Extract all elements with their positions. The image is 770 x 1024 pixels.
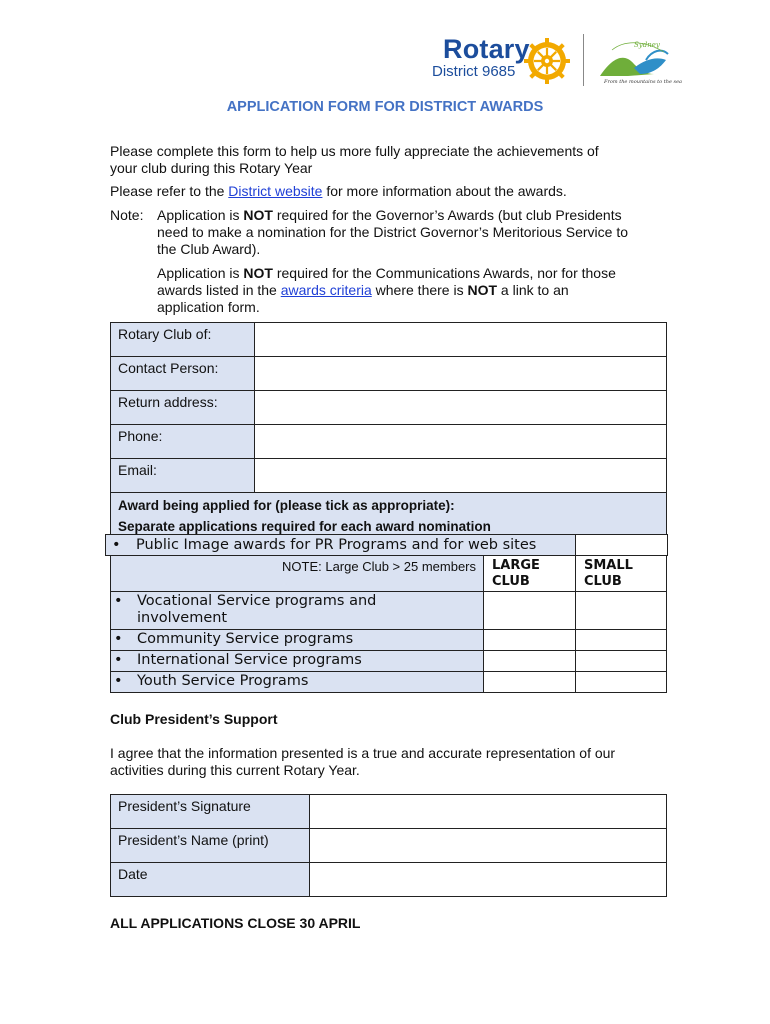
note-line-3: the Club Award). [157,241,261,257]
field-label-return-address: Return address: [110,390,255,425]
district-logo-tagline: From the mountains to the sea [604,79,683,85]
awards-criteria-link[interactable]: awards criteria [280,282,372,298]
award-vocational-service: • Vocational Service programs and involvement [110,591,484,630]
community-large-tick-box[interactable] [483,629,576,651]
refer-line: Please refer to the District website for more information about the awards. [110,183,567,199]
youth-small-tick-box[interactable] [575,671,667,693]
awards-heading-line-2: Separate applications required for each award nomination [118,519,491,534]
field-label-contact-person: Contact Person: [110,356,255,391]
date-input[interactable] [309,862,667,897]
contact-person-input[interactable] [254,356,667,391]
note-line-2: need to make a nomination for the District Governor’s Meritorious Service to [157,224,629,240]
note-label: Note: [110,207,144,223]
awards-heading-line-1: Award being applied for (please tick as appropriate): [118,498,455,513]
district-website-link[interactable]: District website [228,183,323,199]
public-image-award: • Public Image awards for PR Programs and for web sites [105,534,576,556]
form-title: APPLICATION FORM FOR DISTRICT AWARDS [226,99,544,115]
rotary-wheel-icon [523,37,571,85]
field-label-email: Email: [110,458,255,493]
support-text-line-2: activities during this current Rotary Year. [110,762,360,778]
vocational-small-tick-box[interactable] [575,591,667,630]
note-line-6: application form. [157,299,260,315]
large-club-column-header: LARGE CLUB [483,555,576,592]
field-label-president-name: President’s Name (print) [110,828,310,863]
phone-input[interactable] [254,424,667,459]
award-community-service: • Community Service programs [110,629,484,651]
award-youth-service: • Youth Service Programs [110,671,484,693]
intro-line-1: Please complete this form to help us more fully appreciate the achievements of [110,143,599,159]
district-9685-logo [594,38,683,86]
vocational-large-tick-box[interactable] [483,591,576,630]
support-text-line-1: I agree that the information presented is a true and accurate representation of our [110,745,616,761]
district-number: District 9685 [432,63,516,80]
president-name-input[interactable] [309,828,667,863]
international-small-tick-box[interactable] [575,650,667,672]
rotary-logo-text: Rotary [443,34,530,64]
district-logo-arc-text: Sydney [634,41,660,49]
return-address-input[interactable] [254,390,667,425]
field-label-phone: Phone: [110,424,255,459]
logo-divider [583,34,584,86]
field-label-date: Date [110,862,310,897]
rotary-club-input[interactable] [254,322,667,357]
closing-date-notice: ALL APPLICATIONS CLOSE 30 APRIL [110,915,361,931]
note-line-1: Application is NOT required for the Governor’s Awards (but club Presidents [157,207,622,223]
field-label-rotary-club: Rotary Club of: [110,322,255,357]
small-club-column-header: SMALL CLUB [575,555,667,592]
public-image-tick-box[interactable] [575,534,668,556]
note-line-4: Application is NOT required for the Communications Awards, nor for those [157,265,616,281]
note-line-5: awards listed in the awards criteria where there is NOT a link to an [157,282,569,298]
award-international-service: • International Service programs [110,650,484,672]
youth-large-tick-box[interactable] [483,671,576,693]
intro-line-2: your club during this Rotary Year [110,160,313,176]
community-small-tick-box[interactable] [575,629,667,651]
president-support-heading: Club President’s Support [110,711,278,727]
email-input[interactable] [254,458,667,493]
field-label-president-signature: President’s Signature [110,794,310,829]
international-large-tick-box[interactable] [483,650,576,672]
awards-heading [110,492,667,535]
president-signature-input[interactable] [309,794,667,829]
large-club-note: NOTE: Large Club > 25 members [110,555,484,592]
